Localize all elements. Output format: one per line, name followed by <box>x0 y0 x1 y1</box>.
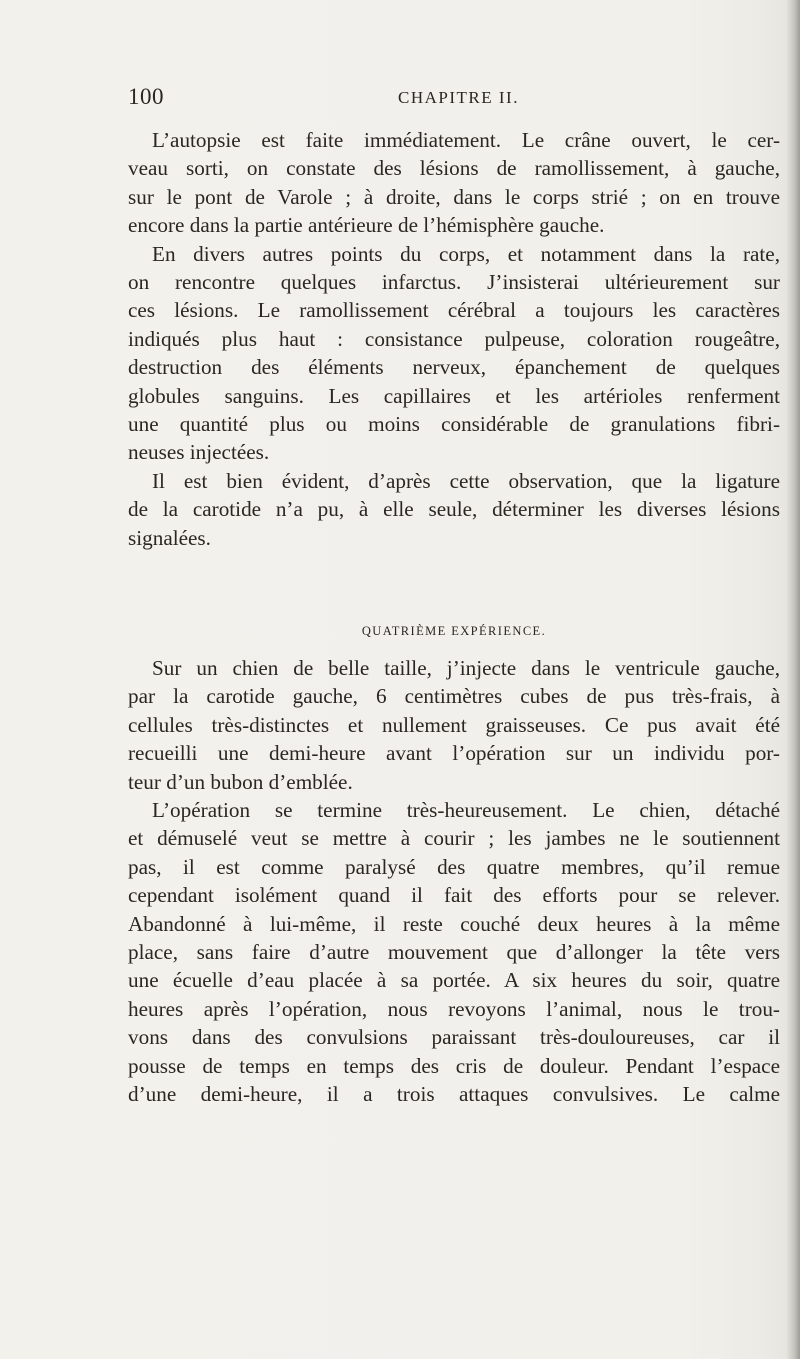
text-line: recueilli une demi-heure avant l’opération sur un individu por- <box>128 741 780 766</box>
page-number: 100 <box>128 84 164 109</box>
text-line: de la carotide n’a pu, à elle seule, déterminer les diverses lésions <box>128 497 780 522</box>
text-line: vons dans des convulsions paraissant très-douloureuses, car il <box>128 1025 780 1050</box>
text-line: globules sanguins. Les capillaires et les artérioles renferment <box>128 383 780 408</box>
paragraph <box>128 240 780 467</box>
text-line: Abandonné à lui-même, il reste couché deux heures à la même <box>128 911 780 936</box>
text-line: heures après l’opération, nous revoyons l’animal, nous le trou- <box>128 996 780 1021</box>
text-line: destruction des éléments nerveux, épanchement de quelques <box>128 355 780 380</box>
text-line: veau sorti, on constate des lésions de ramollissement, à gauche, <box>128 156 780 181</box>
text-line: Sur un chien de belle taille, j’injecte dans le ventricule gauche, <box>152 656 780 680</box>
text-line: signalées. <box>128 525 211 550</box>
text-line: place, sans faire d’autre mouvement que d’allonger la tête vers <box>128 940 780 965</box>
paragraph <box>128 467 780 552</box>
running-head: CHAPITRE II. <box>398 88 519 107</box>
paragraph <box>128 126 780 240</box>
text-line: En divers autres points du corps, et notamment dans la rate, <box>152 241 780 266</box>
text-line: une quantité plus ou moins considérable de granulations fibri- <box>128 412 780 437</box>
text-line: L’autopsie est faite immédiatement. Le crâne ouvert, le cer- <box>152 128 780 152</box>
section-heading: QUATRIÈME EXPÉRIENCE. <box>361 624 547 638</box>
text-line: on rencontre quelques infarctus. J’insisterai ultérieurement sur <box>128 270 780 295</box>
text-line: pas, il est comme paralysé des quatre membres, qu’il remue <box>128 854 780 879</box>
text-line: indiqués plus haut : consistance pulpeuse, coloration rougeâtre, <box>128 326 780 351</box>
text-line: Il est bien évident, d’après cette observation, que la ligature <box>152 468 780 493</box>
paragraph <box>128 654 780 796</box>
page-edge-shadow <box>786 0 800 1359</box>
text-line: L’opération se termine très-heureusement. Le chien, détaché <box>152 798 780 823</box>
text-line: ces lésions. Le ramollissement cérébral a toujours les caractères <box>128 298 780 323</box>
text-line: une écuelle d’eau placée à sa portée. A six heures du soir, quatre <box>128 968 780 993</box>
text-line: neuses injectées. <box>128 440 270 465</box>
text-line: encore dans la partie antérieure de l’hémisphère gauche. <box>128 213 605 238</box>
text-line: pousse de temps en temps des cris de douleur. Pendant l’espace <box>128 1053 780 1078</box>
text-line: teur d’un bubon d’emblée. <box>128 769 353 794</box>
text-line: sur le pont de Varole ; à droite, dans le corps strié ; on en trouve <box>128 184 780 209</box>
page-header <box>128 84 788 114</box>
text-line: et démuselé veut se mettre à courir ; les jambes ne le soutiennent <box>128 826 780 851</box>
text-line: par la carotide gauche, 6 centimètres cubes de pus très-frais, à <box>128 684 780 709</box>
text-line: d’une demi-heure, il a trois attaques convulsives. Le calme <box>128 1082 780 1107</box>
text-block-after-heading <box>128 654 780 1109</box>
text-line: cellules très-distinctes et nullement graisseuses. Ce pus avait été <box>128 712 780 737</box>
paragraph <box>128 796 780 1108</box>
text-line: cependant isolément quand il fait des efforts pour se relever. <box>128 883 780 908</box>
text-block-before-heading <box>128 126 780 552</box>
